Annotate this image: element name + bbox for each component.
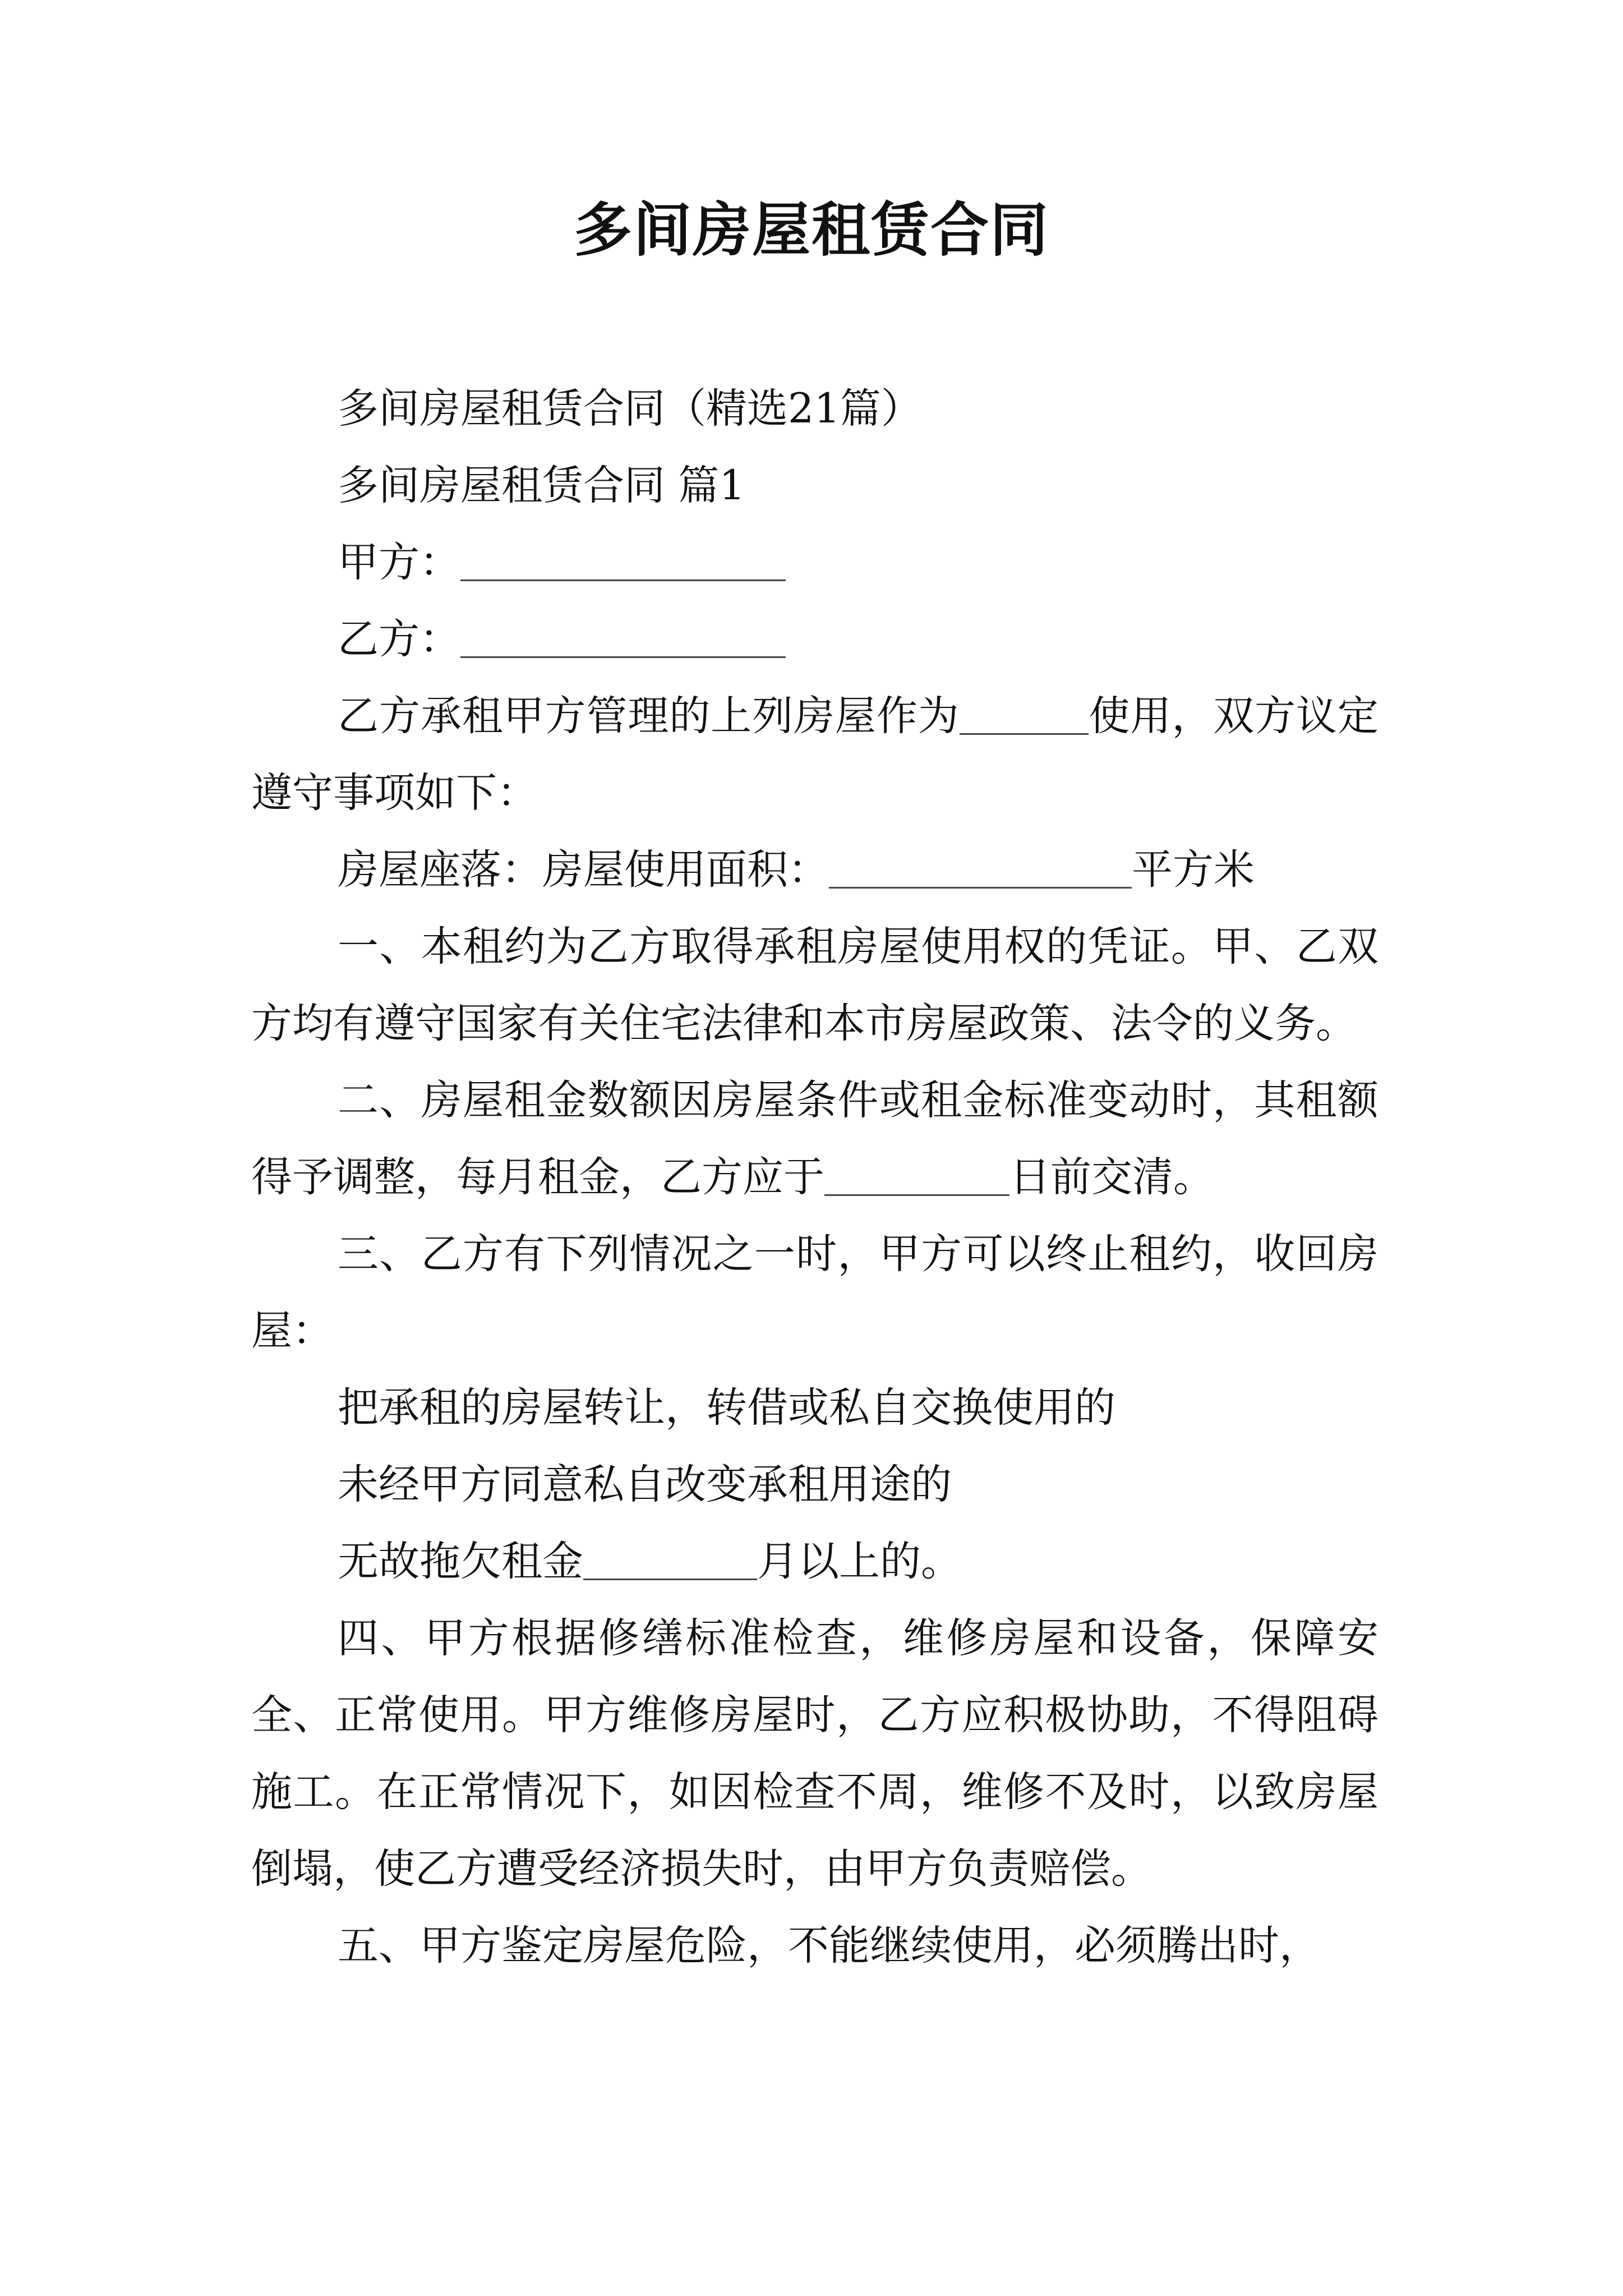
subtitle: 多间房屋租赁合同（精选21篇） <box>338 385 922 432</box>
party-b-blank <box>460 617 786 657</box>
clause-2-text-b: 日前交清。 <box>1009 1153 1214 1201</box>
list-item-3 <box>251 1523 1378 1600</box>
party-a-blank <box>460 540 786 581</box>
party-a-line <box>251 524 1378 601</box>
use-blank <box>960 694 1089 734</box>
item-3-text-a: 无故拖欠租金 <box>338 1538 583 1585</box>
location-line <box>251 831 1378 908</box>
payment-day-blank <box>824 1155 1009 1195</box>
document-body <box>251 370 1378 1984</box>
item-3-text-b: 月以上的。 <box>757 1538 962 1585</box>
location-text-1: 房屋座落：房屋使用面积： <box>338 846 829 894</box>
clause-2 <box>251 1062 1378 1216</box>
clause-1: 一、本租约为乙方取得承租房屋使用权的凭证。甲、乙双方均有遵守国家有关住宅法律和本市房屋政策、法令的义务。 <box>251 923 1378 1047</box>
section-heading: 多间房屋租赁合同 篇1 <box>338 462 745 509</box>
party-a-label: 甲方： <box>338 539 460 586</box>
use-paragraph <box>251 678 1378 831</box>
clause-4: 四、甲方根据修缮标准检查，维修房屋和设备，保障安全、正常使用。甲方维修房屋时，乙方应积极协助，不得阻碍施工。在正常情况下，如因检查不周，维修不及时，以致房屋倒塌，使乙方遭受经济损失时，由甲方负责赔偿。 <box>251 1614 1378 1893</box>
list-item-2: 未经甲方同意私自改变承租用途的 <box>338 1461 952 1508</box>
document-title: 多间房屋租赁合同 <box>573 195 1049 264</box>
area-blank <box>829 848 1132 888</box>
month-blank <box>583 1539 757 1580</box>
clause-2-text-a: 二、房屋租金数额因房屋条件或租金标准变动时，其租额得予调整，每月租金，乙方应于 <box>251 1076 1378 1201</box>
party-b-line <box>251 601 1378 678</box>
use-text-1: 乙方承租甲方管理的上列房屋作为 <box>338 692 960 740</box>
clause-5: 五、甲方鉴定房屋危险，不能继续使用，必须腾出时， <box>338 1922 1320 1970</box>
location-text-2: 平方米 <box>1132 846 1255 894</box>
list-item-1: 把承租的房屋转让，转借或私自交换使用的 <box>338 1384 1115 1432</box>
party-b-label: 乙方： <box>338 615 460 663</box>
use-text-2: 使用，双方议定遵守事项如下： <box>251 692 1379 817</box>
clause-3: 三、乙方有下列情况之一时，甲方可以终止租约，收回房屋： <box>251 1230 1378 1355</box>
